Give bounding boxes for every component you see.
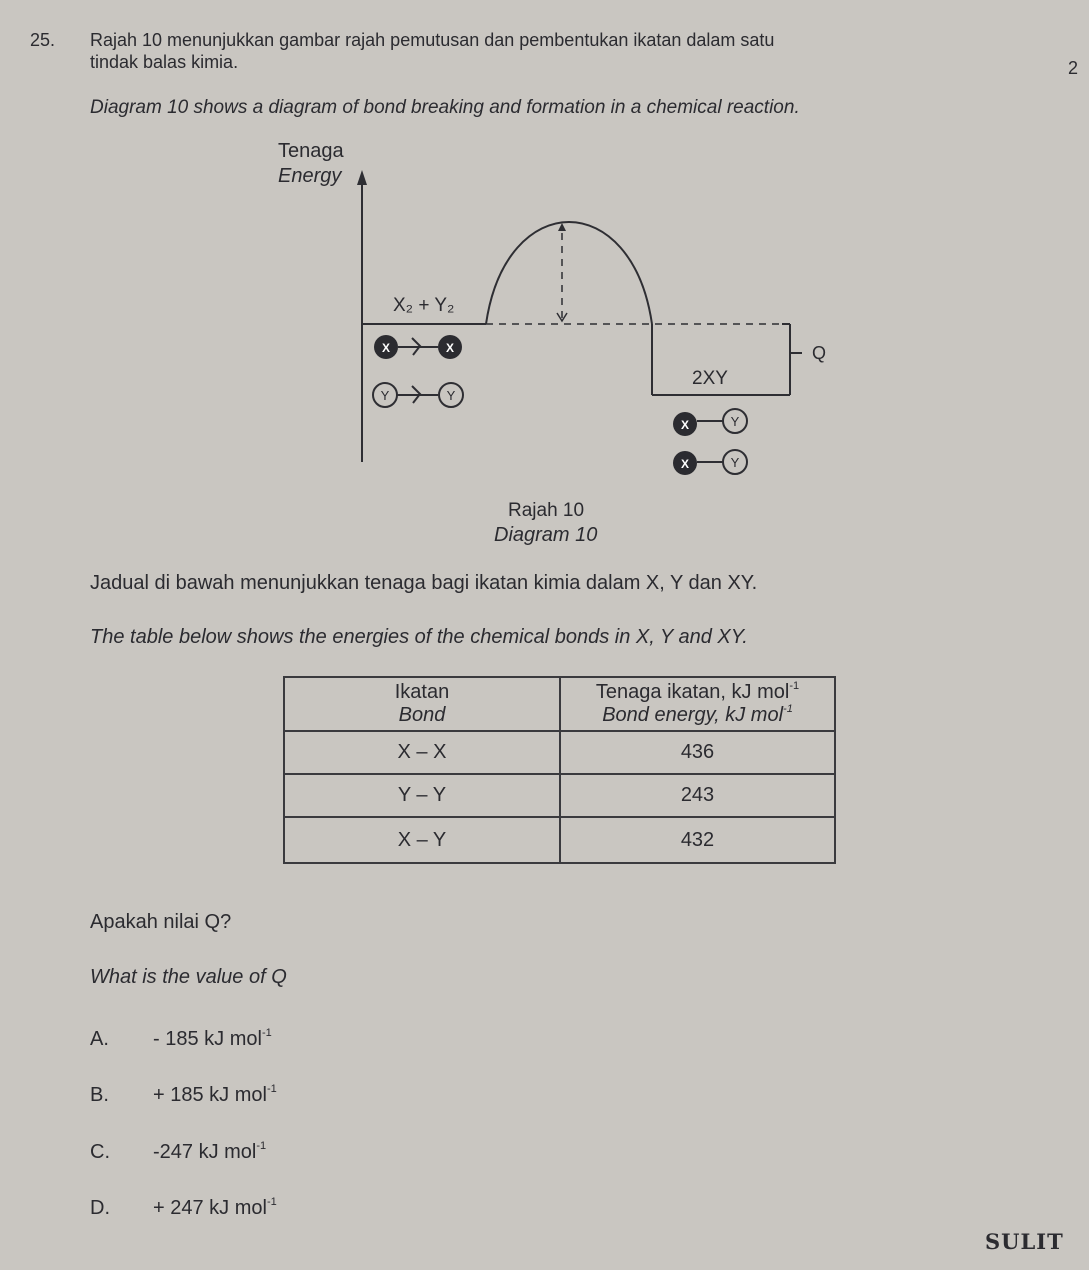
prompt-english: What is the value of Q [90, 966, 287, 988]
option-b[interactable]: + 185 kJ mol$^{-1}$ [153, 1083, 277, 1106]
question-english: Diagram 10 shows a diagram of bond breaking and formation in a chemical reaction. [90, 97, 800, 118]
activation-curve [486, 222, 652, 324]
atom-y-label: Y [380, 388, 390, 403]
option-c-letter: C. [90, 1141, 110, 1163]
question-number: 25. [30, 30, 56, 50]
atom-y-label: Y [446, 388, 456, 403]
xy-molecule [673, 450, 747, 475]
table-row [284, 817, 835, 863]
atom-x-label: X [680, 457, 690, 471]
xy-molecule [673, 409, 747, 436]
x2-molecule [374, 335, 462, 359]
table-intro-malay: Jadual di bawah menunjukkan tenaga bagi ikatan kimia dalam X, Y dan XY. [90, 572, 758, 594]
header-bond: Ikatan Bond [284, 677, 560, 731]
bond-cell: X – X [284, 731, 560, 774]
table-row [284, 774, 835, 817]
option-d[interactable]: + 247 kJ mol$^{-1}$ [153, 1196, 277, 1219]
question-malay-line2: tindak balas kimia. [90, 52, 239, 72]
reactants-label: X₂ + Y₂ [393, 295, 455, 316]
diagram-caption-malay: Rajah 10 [508, 500, 585, 521]
prompt-malay: Apakah nilai Q? [90, 911, 232, 933]
option-c[interactable]: -247 kJ mol$^{-1}$ [153, 1140, 267, 1163]
energy-diagram [0, 0, 1089, 520]
option-b-letter: B. [90, 1084, 109, 1106]
atom-y-label: Y [730, 455, 740, 470]
bond-cell: Y – Y [284, 774, 560, 817]
bond-cell: X – Y [284, 817, 560, 863]
energy-cell: 436 [560, 731, 835, 774]
table-intro-english: The table below shows the energies of the chemical bonds in X, Y and XY. [90, 626, 748, 648]
y2-molecule [373, 383, 463, 407]
q-label: Q [812, 343, 827, 363]
axis-label-malay: Tenaga [278, 140, 344, 162]
table-header-row [284, 677, 835, 731]
energy-axis-arrow [357, 170, 367, 185]
option-a[interactable]: - 185 kJ mol$^{-1}$ [153, 1027, 272, 1050]
question-malay-line1: Rajah 10 menunjukkan gambar rajah pemutusan dan pembentukan ikatan dalam satu [90, 30, 775, 50]
axis-label-english: Energy [278, 165, 342, 187]
table-row [284, 731, 835, 774]
product-label: 2XY [692, 368, 728, 389]
energy-cell: 243 [560, 774, 835, 817]
bond-energy-table [283, 676, 836, 864]
option-a-letter: A. [90, 1028, 109, 1050]
atom-x-label: X [680, 418, 690, 432]
atom-x-label: X [445, 341, 455, 355]
energy-cell: 432 [560, 817, 835, 863]
atom-x-label: X [381, 341, 391, 355]
header-bond-energy: Tenaga ikatan, kJ mol$^{-1}$ Bond energy, kJ mol$^{-1}$ [560, 677, 835, 731]
sulit-footer: SULIT [985, 1229, 1064, 1254]
option-d-letter: D. [90, 1197, 110, 1219]
atom-y-label: Y [730, 414, 740, 429]
page-corner-number: 2 [1068, 58, 1079, 78]
diagram-caption-english: Diagram 10 [494, 524, 598, 546]
